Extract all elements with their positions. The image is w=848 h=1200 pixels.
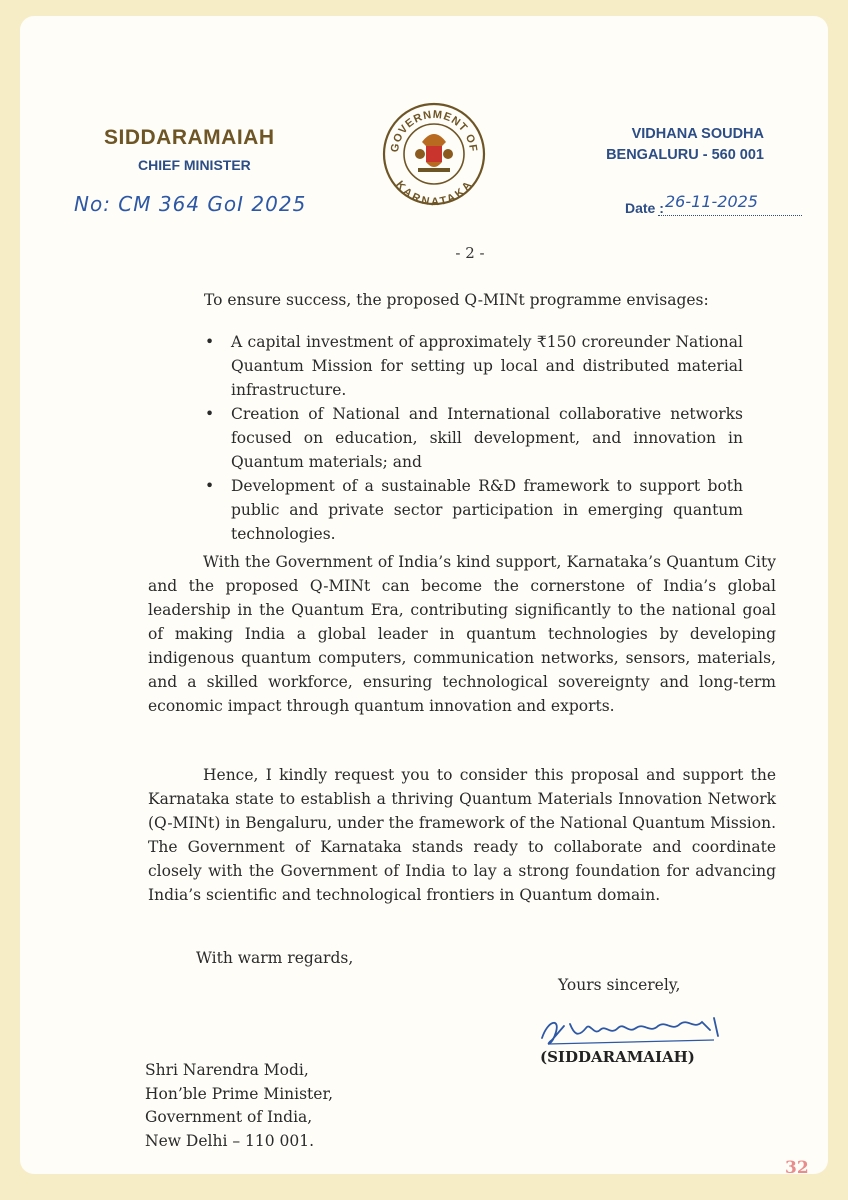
svg-text:KARNATAKA — [393, 179, 474, 206]
addressee-line: Government of India, — [145, 1108, 313, 1126]
government-seal-icon — [382, 102, 486, 206]
page-corner-number: 32 — [785, 1158, 809, 1178]
list-item: • A capital investment of approximately ₹150 croreunder National Quantum Mission for setting up local and distributed material infrastructure. — [203, 330, 743, 402]
reference-number: No: CM 364 GoI 2025 — [74, 192, 307, 216]
addressee-line: Hon’ble Prime Minister, — [145, 1084, 334, 1103]
date-label: Date : — [625, 200, 664, 216]
bullet-list — [203, 330, 743, 546]
office-address — [606, 124, 764, 166]
date-value: 26-11-2025 — [665, 192, 758, 211]
addressee-line: New Delhi – 110 001. — [145, 1131, 315, 1150]
emblem-icon — [415, 134, 453, 172]
signature — [534, 1010, 734, 1050]
date-dotted-line — [658, 215, 802, 216]
sender-title: CHIEF MINISTER — [138, 157, 251, 173]
support-paragraph: With the Government of India’s kind support, Karnataka’s Quantum City and the proposed Q-MINt can become the cornerstone of India’s global leadership in the Quantum Era, contributing significantly to the national goal of making India a global leader in quantum technologies by developing indigenous quantum computers, communication networks, sensors, materials, and a skilled workforce, ensuring technological sovereignty and long-term economic impact through quantum innovation and exports. — [148, 553, 776, 715]
address-line: BENGALURU - 560 001 — [606, 147, 764, 163]
addressee-block — [145, 1059, 333, 1153]
yours-sincerely: Yours sincerely, — [558, 976, 681, 994]
regards-line: With warm regards, — [196, 949, 354, 967]
page-number: - 2 - — [455, 244, 485, 262]
letter-sheet — [20, 16, 828, 1178]
signatory-name: (SIDDARAMAIAH) — [540, 1048, 695, 1066]
request-paragraph: Hence, I kindly request you to consider this proposal and support the Karnataka state to establish a thriving Quantum Materials Innovation Network (Q-MINt) in Bengaluru, under the framework of the National Quantum Mission. The Government of Karnataka stands ready to collaborate and coordinate closely with the Government of India to lay a strong foundation for advancing India’s scientific and technological frontiers in Quantum domain. — [148, 766, 776, 904]
address-line: VIDHANA SOUDHA — [631, 126, 764, 142]
seal-bottom-text: KARNATAKA — [393, 178, 475, 206]
sender-name: SIDDARAMAIAH — [104, 126, 275, 149]
addressee-line: Shri Narendra Modi, — [145, 1061, 309, 1079]
intro-line: To ensure success, the proposed Q-MINt programme envisages: — [204, 291, 709, 309]
seal-top-text: GOVERNMENT OF — [388, 108, 480, 154]
list-item: • Creation of National and International collaborative networks focused on education, skill development, and innovation in Quantum materials; and — [203, 402, 743, 474]
list-item: • Development of a sustainable R&D framework to support both public and private sector participation in emerging quantum technologies. — [203, 474, 743, 546]
